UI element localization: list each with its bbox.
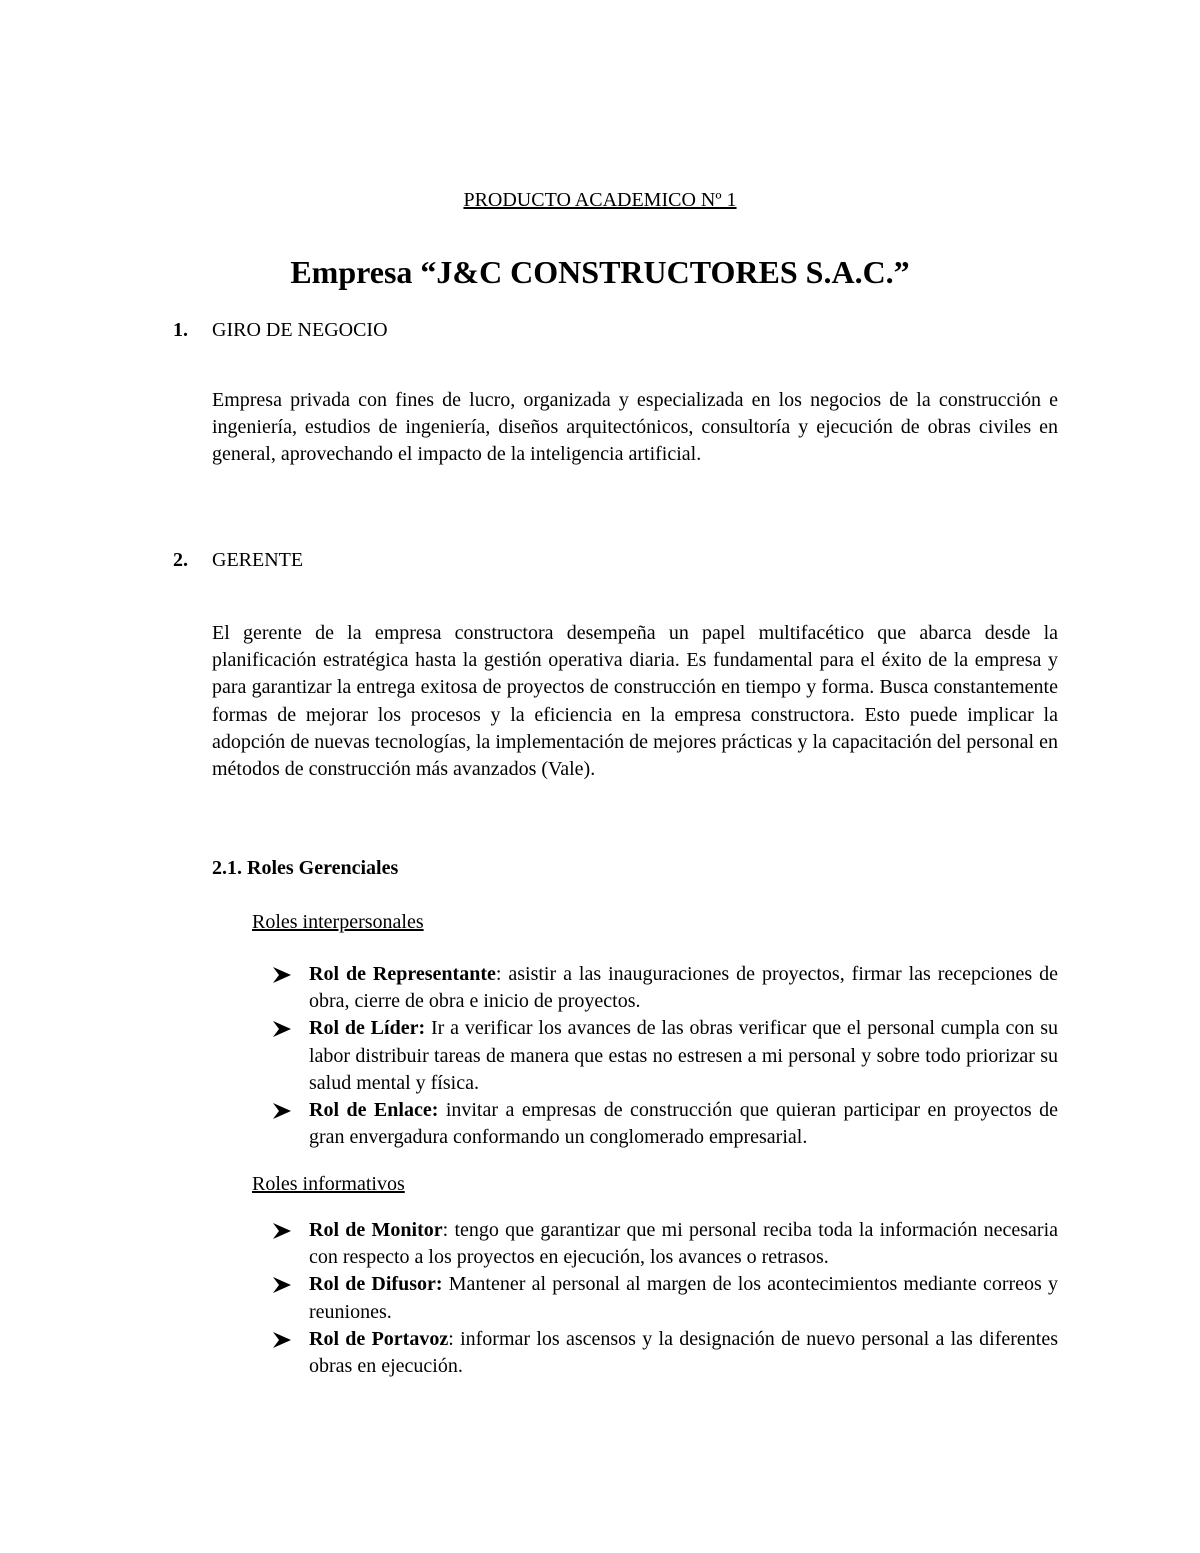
role-description: Ir a verificar los avances de las obras verificar que el personal cumpla con su labor distribuir tareas de manera que estas no estresen a mi personal y sobre todo priorizar su salud mental y física. [309,1017,1058,1094]
role-item-portavoz [272,1326,1058,1380]
subsection-heading-roles-gerenciales: 2.1. Roles Gerenciales [212,857,399,879]
role-name: Rol de Difusor: [309,1273,443,1296]
section-body-giro-de-negocio: Empresa privada con fines de lucro, organizada y especializada en los negocios de la construcción e ingeniería, estudios de ingeniería, diseños arquitectónicos, consultoría y ejecución de obras civiles en general, aprovechando el impacto de la inteligencia artificial. [212,389,1058,466]
role-group-heading-informativos: Roles informativos [252,1173,405,1195]
role-item-enlace [272,1097,1058,1151]
role-group-heading-interpersonales: Roles interpersonales [252,911,424,933]
document-heading: PRODUCTO ACADEMICO Nº 1 [463,189,737,211]
role-list-interpersonales [272,961,1058,1151]
arrowhead-bullet-icon [272,1332,292,1348]
section-heading-gerente [173,546,773,574]
role-name: Rol de Representante [309,963,496,985]
section-number: 1. [173,319,188,341]
role-description: : informar los ascensos y la designación de nuevo personal a las diferentes obras en ejecución. [309,1327,1058,1378]
role-name: Rol de Líder: [309,1017,426,1040]
role-item-monitor [272,1217,1058,1271]
role-name: Rol de Enlace: [309,1099,439,1122]
role-name: Rol de Portavoz [309,1327,449,1350]
arrowhead-bullet-icon [272,1021,292,1037]
section-title: GERENTE [212,549,304,571]
role-description: invitar a empresas de construcción que quieran participar en proyectos de gran envergadura conformando un conglomerado empresarial. [309,1099,1058,1149]
arrowhead-bullet-icon [272,1277,292,1293]
section-title: GIRO DE NEGOCIO [212,319,388,341]
role-name: Rol de Monitor [309,1219,443,1241]
section-heading-giro-de-negocio [173,316,773,344]
arrowhead-bullet-icon [272,1223,292,1239]
role-item-lider [272,1015,1058,1097]
role-description: : tengo que garantizar que mi personal reciba toda la información necesaria con respecto a los proyectos en ejecución, los avances o retrasos. [309,1219,1058,1269]
section-number: 2. [173,549,188,571]
arrowhead-bullet-icon [272,1103,292,1119]
role-item-difusor [272,1271,1058,1325]
role-list-informativos [272,1217,1058,1380]
role-description: Mantener al personal al margen de los acontecimientos mediante correos y reuniones. [309,1273,1059,1323]
role-item-representante [272,961,1058,1015]
document-title: Empresa “J&C CONSTRUCTORES S.A.C.” [290,254,910,290]
role-description: : asistir a las inauguraciones de proyectos, firmar las recepciones de obra, cierre de obra e inicio de proyectos. [309,963,1058,1013]
section-body-gerente: El gerente de la empresa constructora desempeña un papel multifacético que abarca desde la planificación estratégica hasta la gestión operativa diaria. Es fundamental para el éxito de la empresa y para garantizar la entrega exitosa de proyectos de construcción en tiempo y forma. Busca constantemente formas de mejorar los procesos y la eficiencia en la empresa constructora. Esto puede implicar la adopción de nuevas tecnologías, la implementación de mejores prácticas y la capacitación del personal en métodos de construcción más avanzados (Vale). [212,622,1058,781]
arrowhead-bullet-icon [272,967,292,983]
